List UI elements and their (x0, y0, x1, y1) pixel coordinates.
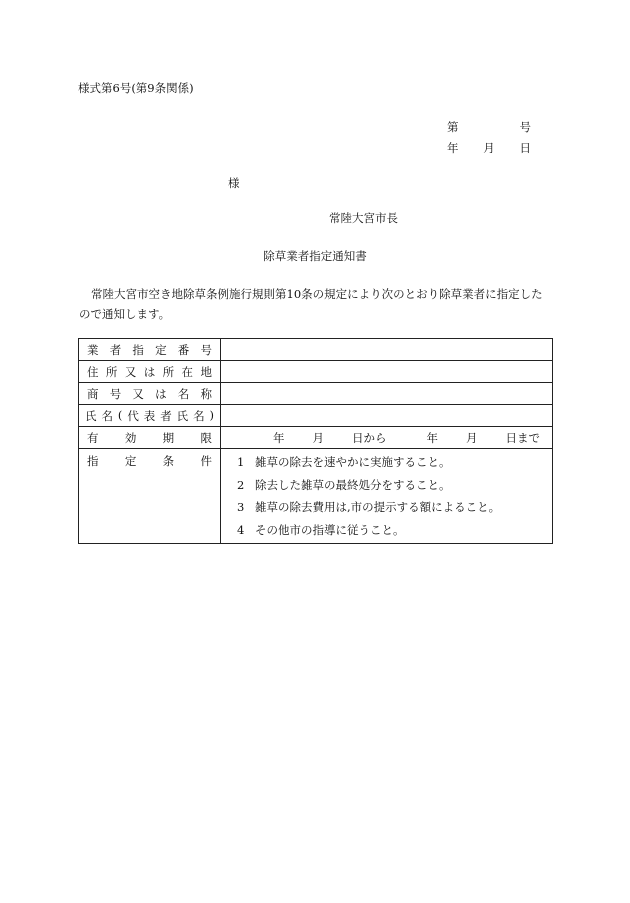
condition-text: 雑草の除去費用は,市の提示する額によること。 (255, 500, 501, 514)
table-row (79, 339, 553, 361)
label-char: 者 (160, 408, 172, 423)
condition-text: 除去した雑草の最終処分をすること。 (255, 477, 451, 492)
label-cell (79, 427, 221, 449)
row-label (79, 342, 220, 358)
row-label (79, 453, 220, 469)
condition-number: 3 (237, 500, 245, 514)
label-char: 所 (105, 364, 118, 379)
label-char: 条 (162, 454, 175, 468)
table-row (79, 383, 553, 405)
label-char: 限 (200, 430, 212, 445)
label-char: 又 (132, 386, 144, 401)
document-title: 除草業者指定通知書 (263, 249, 367, 263)
to-month: 月 (466, 430, 478, 445)
row-label (79, 430, 220, 446)
label-char: 指 (132, 342, 144, 357)
label-char: 者 (109, 342, 122, 357)
label-char: 名 (101, 408, 113, 423)
issue-date (447, 140, 531, 156)
conditions-cell (221, 449, 553, 544)
label-char: 効 (124, 430, 137, 445)
label-char: 業 (87, 342, 99, 357)
doc-number-suffix: 号 (519, 120, 531, 134)
label-char: 氏 (85, 408, 97, 423)
label-char: 商 (87, 386, 99, 401)
label-cell (79, 405, 221, 427)
label-char: 号 (109, 386, 122, 401)
row-label (79, 386, 220, 402)
value-cell (221, 339, 553, 361)
condition-number: 4 (237, 522, 245, 537)
label-char: 住 (87, 364, 99, 379)
validity-cell (221, 427, 553, 449)
conditions-list (221, 449, 552, 543)
date-year: 年 (447, 141, 459, 155)
label-char: 表 (143, 408, 156, 423)
issuer: 常陸大宮市長 (329, 211, 398, 225)
value-cell (221, 405, 553, 427)
form-label: 様式第6号(第9条関係) (78, 81, 194, 95)
from-month: 月 (312, 430, 324, 445)
info-table (78, 338, 553, 544)
condition-number: 2 (237, 477, 245, 492)
to-year: 年 (426, 430, 438, 445)
condition-item (237, 451, 552, 474)
label-char: 有 (87, 430, 99, 445)
condition-text: その他市の指導に従うこと。 (255, 522, 405, 537)
label-char: 氏 (176, 408, 189, 423)
label-char: ( (117, 407, 123, 422)
label-char: 代 (127, 408, 139, 423)
label-char: 件 (200, 454, 212, 468)
label-char: 地 (200, 364, 212, 379)
row-label (79, 408, 220, 424)
label-char: 指 (87, 454, 99, 468)
from-day: 日から (352, 430, 387, 445)
label-char: 又 (124, 364, 137, 379)
doc-number-prefix: 第 (447, 120, 459, 134)
label-char: 定 (124, 454, 137, 468)
document-number (447, 119, 531, 135)
label-char: 称 (200, 386, 212, 401)
from-year: 年 (273, 430, 285, 445)
table-row (79, 361, 553, 383)
condition-text: 雑草の除去を速やかに実施すること。 (255, 455, 451, 469)
condition-item (237, 496, 552, 519)
value-cell (221, 383, 553, 405)
label-char: 在 (181, 364, 194, 379)
row-label (79, 364, 220, 380)
table-row-conditions (79, 449, 553, 544)
label-char: 号 (200, 342, 212, 357)
label-char: 名 (177, 386, 190, 401)
value-cell (221, 361, 553, 383)
label-cell (79, 449, 221, 544)
condition-number: 1 (237, 455, 245, 469)
date-month: 月 (483, 141, 495, 155)
body-text: 常陸大宮市空き地除草条例施行規則第10条の規定により次のとおり除草業者に指定したので通知します。 (79, 287, 543, 321)
condition-item (237, 519, 552, 542)
label-char: 定 (155, 342, 167, 357)
label-char: は (155, 386, 167, 401)
table-row-validity (79, 427, 553, 449)
label-char: 所 (162, 364, 175, 379)
table-row (79, 405, 553, 427)
addressee: 様 (228, 176, 240, 190)
label-char: は (143, 364, 156, 379)
condition-item (237, 474, 552, 497)
to-day: 日まで (505, 430, 540, 445)
label-cell (79, 339, 221, 361)
date-day: 日 (519, 141, 531, 155)
label-cell (79, 383, 221, 405)
label-char: 番 (177, 342, 190, 357)
label-char: ) (209, 407, 214, 422)
label-char: 名 (193, 408, 205, 423)
label-char: 期 (162, 430, 175, 445)
label-cell (79, 361, 221, 383)
